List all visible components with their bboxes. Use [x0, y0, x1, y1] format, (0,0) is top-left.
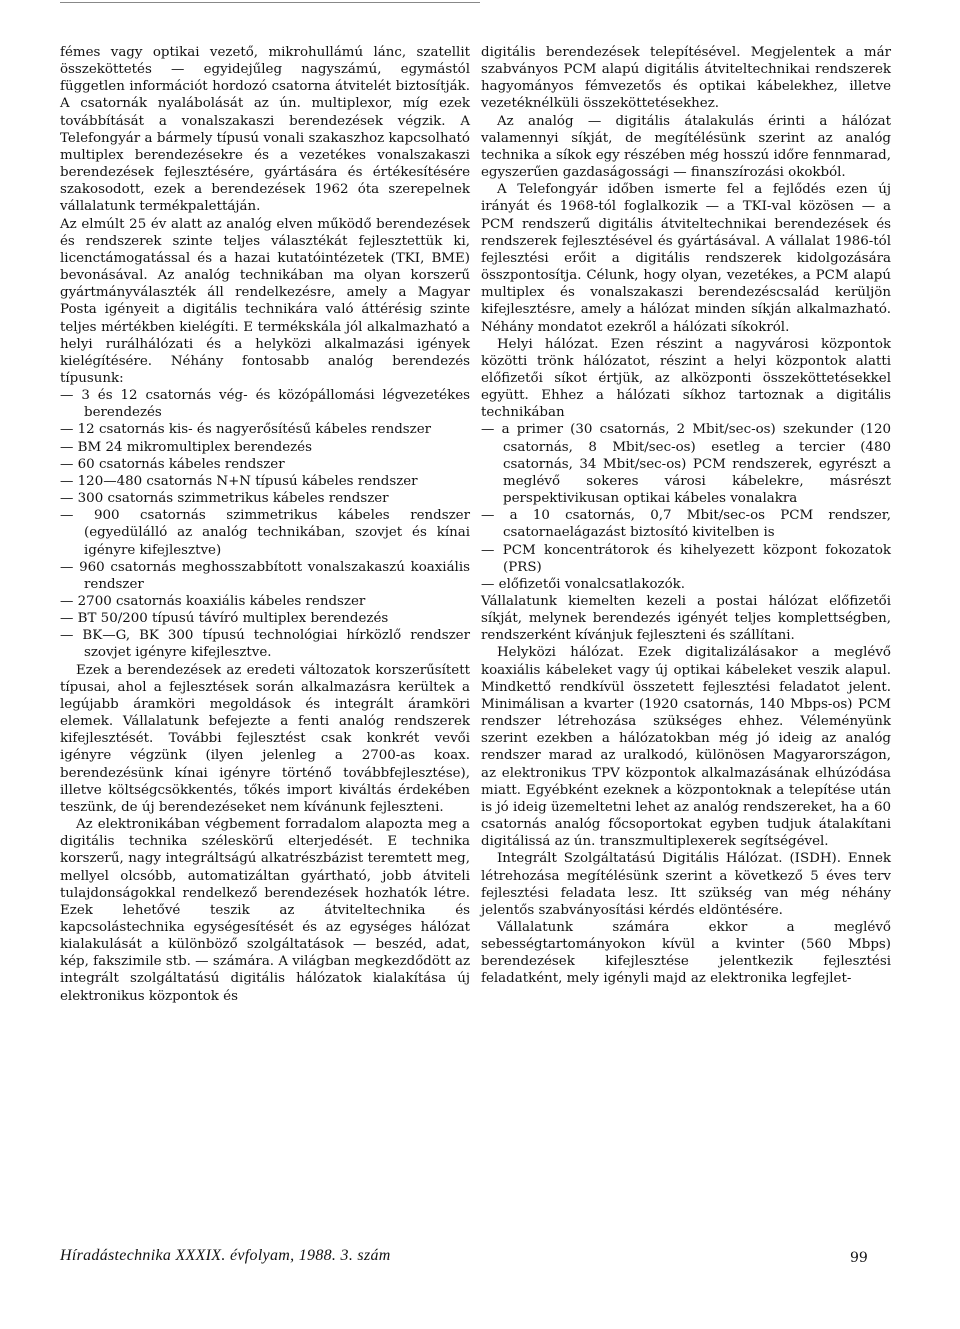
- paragraph: A Telefongyár időben ismerte fel a fejlődés ezen új irányát és 1968-tól foglalkozik — a TKI-val közösen — a PCM rendszerű digitális átviteltechnikai berendezések és rendszerek fejlesztésével és gyártásával. A vállalat 1986-tól fejlesztési erőit a digitális rendszerek kidolgozására összpontosítja. Célunk, hogy olyan, vezetékes, a PCM alapú multiplex és vonalszakaszi berendezéscsalád kerüljön kifejlesztésre, amely a hálózat minden síkján alkalmazható. Néhány mondatot ezekről a hálózati síkokról.: [481, 182, 891, 335]
- paragraph: Az elmúlt 25 év alatt az analóg elven működő berendezések és rendszerek szinte teljes választékát fejlesztettük ki, licenctámogatással és a hazai kutatóintézetek (TKI, BME) bevonásával. Az analóg technikában ma olyan korszerű gyártmányválaszték áll rendelkezésre, amely a Magyar Posta igényeit a digitális technikára való áttérésig szinte teljes mértékben kielégíti. E termékskála jól alkalmazható a helyi rurálhálózati és a helyközi alkalmazási igények kielégítésére. Néhány fontosabb analóg berendezés típusunk:: [60, 216, 470, 386]
- paragraph: Vállalatunk kiemelten kezeli a postai hálózat előfizetői síkját, melynek berendezés igényét teljes komplettségben, rendszerként kívánjuk fejleszteni és szállítani.: [481, 594, 891, 644]
- list-item: — BT 50/200 típusú távíró multiplex berendezés: [60, 610, 470, 627]
- list-item: — BK—G, BK 300 típusú technológiai hírközlő rendszer szovjet igényre kifejlesztve.: [60, 627, 470, 661]
- top-rule: [60, 2, 480, 3]
- right-column: [481, 44, 891, 988]
- paragraph: Integrált Szolgáltatású Digitális Hálózat. (ISDH). Ennek létrehozása megítélésünk szerint a következő 5 éves terv fejlesztési feladata lesz. Itt szükség van még néhány jelentős szabványosítási kérdés eldöntésére.: [481, 851, 891, 918]
- list-item: — a 10 csatornás, 0,7 Mbit/sec-os PCM rendszer, csatornaelágazást biztosító kivitelben is: [481, 507, 891, 541]
- paragraph: Vállalatunk számára ekkor a meglévő sebességtartományokon kívül a kvinter (560 Mbps) berendezések kifejlesztése jelentkezik fejlesztési feladatként, mely igényli majd az elektronika legfejlet-: [481, 919, 891, 987]
- paragraph: fémes vagy optikai vezető, mikrohullámú lánc, szatellit összeköttetés — egyidejűleg nagyszámú, egymástól független információt hordozó csatorna átvitelét biztosítják. A csatornák nyalábolását az ún. multiplexor, míg ezek továbbítását a vonalszakaszi berendezések végzik. A Telefongyár a bármely típusú vonali szakaszhoz kapcsolható multiplex berendezésekre és a vezetékes vonalszakaszi berendezések fejlesztésére, gyártására és értékesítésére szakosodott, ezek a berendezések 1962 óta szerepelnek vállalatunk termékpalettáján.: [60, 45, 470, 215]
- paragraph: Az elektronikában végbement forradalom alapozta meg a digitális technika széleskörű elterjedését. E technika korszerű, nagy integráltságú alkatrészbázist teremtett meg, mellyel olcsóbb, automatizáltan gyártható, jobb átviteli tulajdonságokkal rendelkező berendezések hozhatók létre. Ezek lehetővé teszik az átviteltechnika és kapcsolástechnika egységesítését és az egységes hálózat kialakulását a különböző szolgáltatások — beszéd, adat, kép, fakszimile stb. — számára. A világban megkezdődött az integrált szolgáltatású digitális hálózatok kialakítása új elektronikus központok és: [60, 817, 470, 1004]
- list-item: — 960 csatornás meghosszabbított vonalszakaszú koaxiális rendszer: [60, 559, 470, 593]
- list-item: — 60 csatornás kábeles rendszer: [60, 456, 470, 473]
- list-item: — PCM koncentrátorok és kihelyezett központ fokozatok (PRS): [481, 542, 891, 576]
- paragraph: Helyközi hálózat. Ezek digitalizálásakor a meglévő koaxiális kábeleket vagy új optikai kábeleket veszik alapul. Mindkettő rendkívül összetett fejlesztési feladatot jelent. Minimálisan a kvarter (1920 csatornás, 140 Mbps-os) PCM rendszer létrehozása szükséges ehhez. Véleményünk szerint ezekben a hálózatokban még jó ideig az analóg rendszer marad az uralkodó, különösen Magyarországon, az elektronikus TPV központok alkalmazásának elhúzódása miatt. Egyébként ezeknek a központoknak a telepítése után is jó ideig üzemeltetni lehet az analóg rendszereket, ha a 60 csatornás analóg főcsoportokat egyben tudjuk átalakítani digitálissá az ún. transzmultiplexerek segítségével.: [481, 645, 891, 850]
- list-item: — 900 csatornás szimmetrikus kábeles rendszer (egyedülálló az analóg technikában, szovjet és kínai igényre kifejlesztve): [60, 507, 470, 558]
- list-item: — a primer (30 csatornás, 2 Mbit/sec-os) szekunder (120 csatornás, 8 Mbit/sec-os) esetleg a tercier (480 csatornás, 34 Mbit/sec-os) PCM rendszerek, egyrészt a meglévő sokeres városi kábelekre, másrészt perspektivikusan optikai kábeles vonalakra: [481, 421, 891, 507]
- paragraph: Helyi hálózat. Ezen részint a nagyvárosi központok közötti trönk hálózatot, részint a helyi központok alatti előfizetői síkot értjük, az alközponti összeköttetésekkel együtt. Ehhez a hálózati síkhoz tartoznak a digitális technikában: [481, 336, 891, 421]
- list-item: — 120—480 csatornás N+N típusú kábeles rendszer: [60, 473, 470, 490]
- paragraph: Az analóg — digitális átalakulás érinti a hálózat valamennyi síkját, de megítélésünk szerint az analóg technika a síkok egy részében még hosszú időre fennmarad, egyszerűen gazdaságossági — finanszírozási okokból.: [481, 113, 891, 181]
- left-column: [60, 44, 470, 1005]
- list-item: — 12 csatornás kis- és nagyerősítésű kábeles rendszer: [60, 421, 470, 438]
- page-number: 99: [850, 1250, 868, 1266]
- list-item: — BM 24 mikromultiplex berendezés: [60, 439, 470, 456]
- list-item: — 2700 csatornás koaxiális kábeles rendszer: [60, 593, 470, 610]
- paragraph: digitális berendezések telepítésével. Megjelentek a már szabványos PCM alapú digitális átviteltechnikai rendszerek hagyományos fémvezetős és optikai kábelekhez, illetve vezetéknélküli összeköttetésekhez.: [481, 45, 891, 112]
- journal-citation: Híradástechnika XXXIX. évfolyam, 1988. 3. szám: [60, 1247, 391, 1264]
- list-item: — 3 és 12 csatornás vég- és közópállomási légvezetékes berendezés: [60, 387, 470, 421]
- paragraph: Ezek a berendezések az eredeti változatok korszerűsített típusai, ahol a fejlesztések során alkalmazásra kerültek a legújabb áramköri megoldások és integrált áramköri elemek. Vállalatunk befejezte a fenti analóg rendszerek kifejlesztését. További fejlesztést csak konkrét vevői igényre végzünk (ilyen jelenleg a 2700-as koax. berendezésünk kínai igényre történő továbbfejlesztése), illetve költségcsökkentés, tőkés import kiváltás érdekében teszünk, de új berendezéseket nem kívánunk fejleszteni.: [60, 662, 470, 815]
- list-item: — előfizetői vonalcsatlakozók.: [481, 576, 891, 593]
- list-item: — 300 csatornás szimmetrikus kábeles rendszer: [60, 490, 470, 507]
- analog-equipment-list: [60, 387, 470, 662]
- digital-systems-list: [481, 421, 891, 593]
